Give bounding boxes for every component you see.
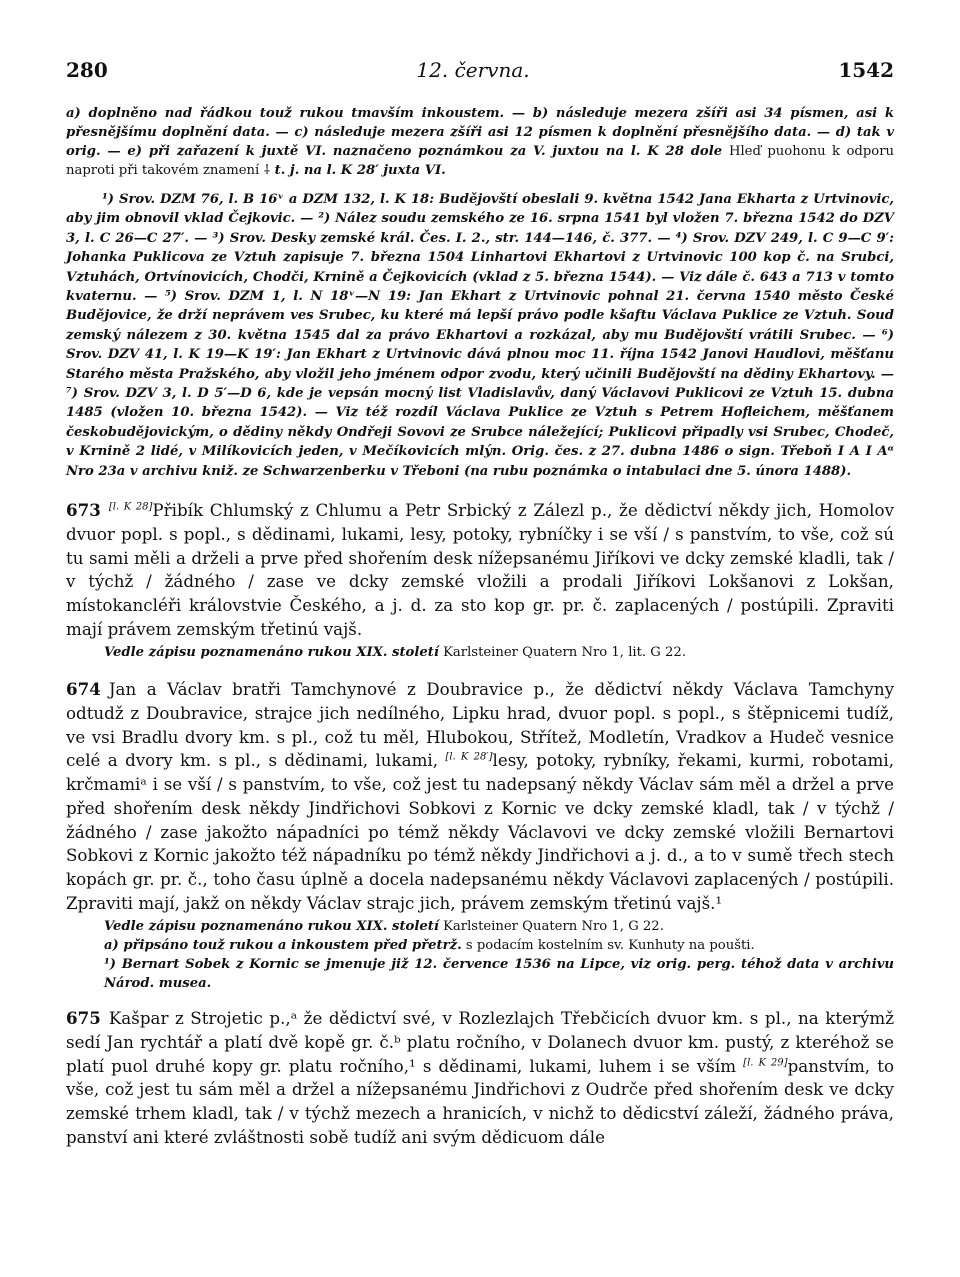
folio-reference: [l. K 28′] [445,751,493,763]
cross-mark-symbol: ⸸ [263,163,271,178]
folio-reference: [l. K 28] [108,501,153,513]
entry-body-b: panstvím, to vše, což jest tu sám měl a držel a nížepsanému Jindřichovi z Oudrče před shořením desk ve dcky zemské trhem kladl, tak / v týchž mezech a hranicích, v nichž to dědicství záleží, žádného práva, panství ani které zvláštnosti sobě tudíž ani svým dědicuom dále [66,1055,894,1147]
marginal-note-roman: Karlsteiner Quatern Nro 1, lit. G 22. [443,645,687,661]
page-header [66,58,894,82]
entry-body-a: Jan a Václav bratři Tamchynové z Doubravice p., že dědictví někdy Václava Tamchyny odtudž z Doubravice, strajce jich nedílného, Lipku hrad, dvuor popl. s popl., s štěpnicemi tudíž, ve vsi Bradlu dvory km. s pl., což tu měl, Hlubokou, Střítež, Modletín, Vradkov a Hudeč vesnice celé a dvory km. s pl., s dědinami, lukami, [66,679,894,771]
textual-note-a [104,936,894,955]
footnote-block: ¹) Srov. DZM 76, l. B 16ᵛ a DZM 132, l. K 18: Budějovští obeslali 9. května 1542 Jana Ekharta z Urtvinovic, aby jim obnovil vklad Čejkovic. — ²) Nález soudu zemského ze 16. srpna 1541 byl vložen 7. března 1542 do DZV 3, l. C 26—C 27′. — ³) Srov. Desky zemské král. Čes. I. 2., str. 144—146, č. 377. — ⁴) Srov. DZV 249, l. C 9—C 9′: Johanka Puklicova ze Vztuh zapisuje 7. března 1504 Linhartovi Ekhartovi z Urtvinovic 100 kop č. na Srubci, Vztuhách, Ortvínovicích, Chodči, Krnině a Čejkovicích (vklad z 5. března 1544). — Viz dále č. 643 a 713 v tomto kvaternu. — ⁵) Srov. DZM 1, l. N 18ᵛ—N 19: Jan Ekhart z Urtvinovic pohnal 21. června 1540 město České Budějovice, že drží neprávem ves Srubec, ku které má lepší právo podle kšaftu Václava Puklice ze Vztuh. Soud zemský nálezem z 30. května 1545 dal za právo Ekhartovi a rozkázal, aby mu Budějovští vrátili Srubec. — ⁶) Srov. DZV 41, l. K 19—K 19′: Jan Ekhart z Urtvinovic dává plnou moc 11. října 1542 Janovi Haudlovi, měšťanu Starého města Pražského, aby vložil jeho jménem odpor zvodu, který učinili Budějovští na dědiny Ekhartovy. — ⁷) Srov. DZV 3, l. D 5′—D 6, kde je vepsán mocný list Vladislavův, daný Václavovi Puklicovi ze Vztuh 15. dubna 1485 (vložen 10. března 1542). — Viz též rozdíl Václava Puklice ze Vztuh s Petrem Hofleichem, měšťanem českobudějovickým, o dědiny někdy Ondřeji Sovovi ze Srubce náležející; Puklicovi připadly vsi Srubec, Chodeč, v Krnině 2 lidé, v Milíkovicích jeden, v Mečíkovicích mlýn. Orig. čes. z 27. dubna 1486 o sign. Třeboň I A I Aᵅ Nro 23a v archivu kniž. ze Schwarzenberku v Třeboni (na rubu poznámka o intabulaci dne 5. února 1488). [66,192,894,479]
entry-body-a: Kašpar z Strojetic p.,ᵃ že dědictví své, v Rozlezlajch Třebčicích dvuor km. s pl., na kterýmž sedí Jan rychtář a platí dvě kopě gr. č.ᵇ platu ročního, v Dolanech dvuor km. pustý, z kteréhož se platí puol druhé kopy gr. platu ročního,¹ s dědinami, lukami, luhem i se vším [66,1008,894,1076]
entry-text [66,1007,894,1149]
entry-number: 674 [66,679,101,700]
textual-notes-upright: Hleď puohonu k odporu naproti při takovém znamení [66,144,895,178]
entry-675 [66,1007,894,1149]
marginal-note-roman: Karlsteiner Quatern Nro 1, G 22. [443,919,664,935]
entry-body-b: lesy, potoky, rybníky, řekami, kurmi, robotami, krčmamiᵃ i se vší / s panstvím, to vše, což jest tu nadepsaný někdy Václav sám měl a držel a prve před shořením desk někdy Jindřichovi Sobkovi z Kornic ve dcky zemské kladl, tak / v týchž / žádného / zase jakožto nápadníci po témž někdy Václavovi ve dcky zemské vložili Bernartovi Sobkovi z Kornic jakožto též nápadníku po témž někdy Jindřichovi a j. d., a to v sumě třech stech kopách gr. pr. č., toho času úplně a docela nadepsanému někdy Václavovi zaplacených / postúpili. Zpraviti mají, jakž on někdy Václav strajc jich, právem zemským třetinú vajš.¹ [66,750,894,913]
entry-number: 673 [66,500,101,521]
running-title: 12. června. [416,58,530,82]
textual-note-a-roman: s podacím kostelním sv. Kunhuty na poušti. [465,938,755,954]
entry-text [66,499,894,641]
textual-notes-end: t. j. na l. K 28′ juxta VI. [274,163,446,178]
entry-674 [66,678,894,993]
footnote-1 [104,955,894,993]
textual-notes [66,104,894,180]
textual-notes-text: a) doplněno nad řádkou touž rukou tmavším inkoustem. — b) následuje mezera zšíři asi 34 písmen, asi k přesnějšímu doplnění data. — c) následuje mezera zšíři asi 12 písmen k doplnění přesnějšího data. — d) tak v orig. — e) při zařazení k juxtě VI. naznačeno poznámkou za V. juxtou na l. K 28 dole [66,106,894,159]
footnote-1-text: ¹) Bernart Sobek z Kornic se jmenuje již 12. července 1536 na Lipce, viz orig. perg. téhož data v archivu Národ. musea. [104,957,894,992]
entry-673 [66,499,894,662]
marginal-note-italic: Vedle zápisu poznamenáno rukou XIX. století [104,645,439,661]
folio-reference: [l. K 29] [743,1057,788,1069]
textual-note-a-italic: a) připsáno touž rukou a inkoustem před přetrž. [104,938,462,954]
marginal-note [104,917,894,936]
entry-body: Přibík Chlumský z Chlumu a Petr Srbický z Zálezl p., že dědictví někdy jich, Homolov dvuor popl. s popl., s dědinami, lukami, lesy, potoky, rybníčky i se vší / s panstvím, to vše, což sú tu sami měli a drželi a prve před shořením desk nížepsanému Jiříkovi ve dcky zemské kladli, tak / v týchž / žádného / zase ve dcky zemské vložili a prodali Jiříkovi Lokšanovi z Lokšan, místokancléři královstvie Českého, a j. d. za sto kop gr. pr. č. zaplacených / postúpili. Zpraviti mají právem zemským třetinú vajš. [66,500,894,639]
running-year: 1542 [838,58,894,82]
marginal-note-italic: Vedle zápisu poznamenáno rukou XIX. století [104,919,439,935]
entry-text [66,678,894,915]
entry-number: 675 [66,1008,101,1029]
page-number: 280 [66,58,108,82]
marginal-note [104,643,894,662]
